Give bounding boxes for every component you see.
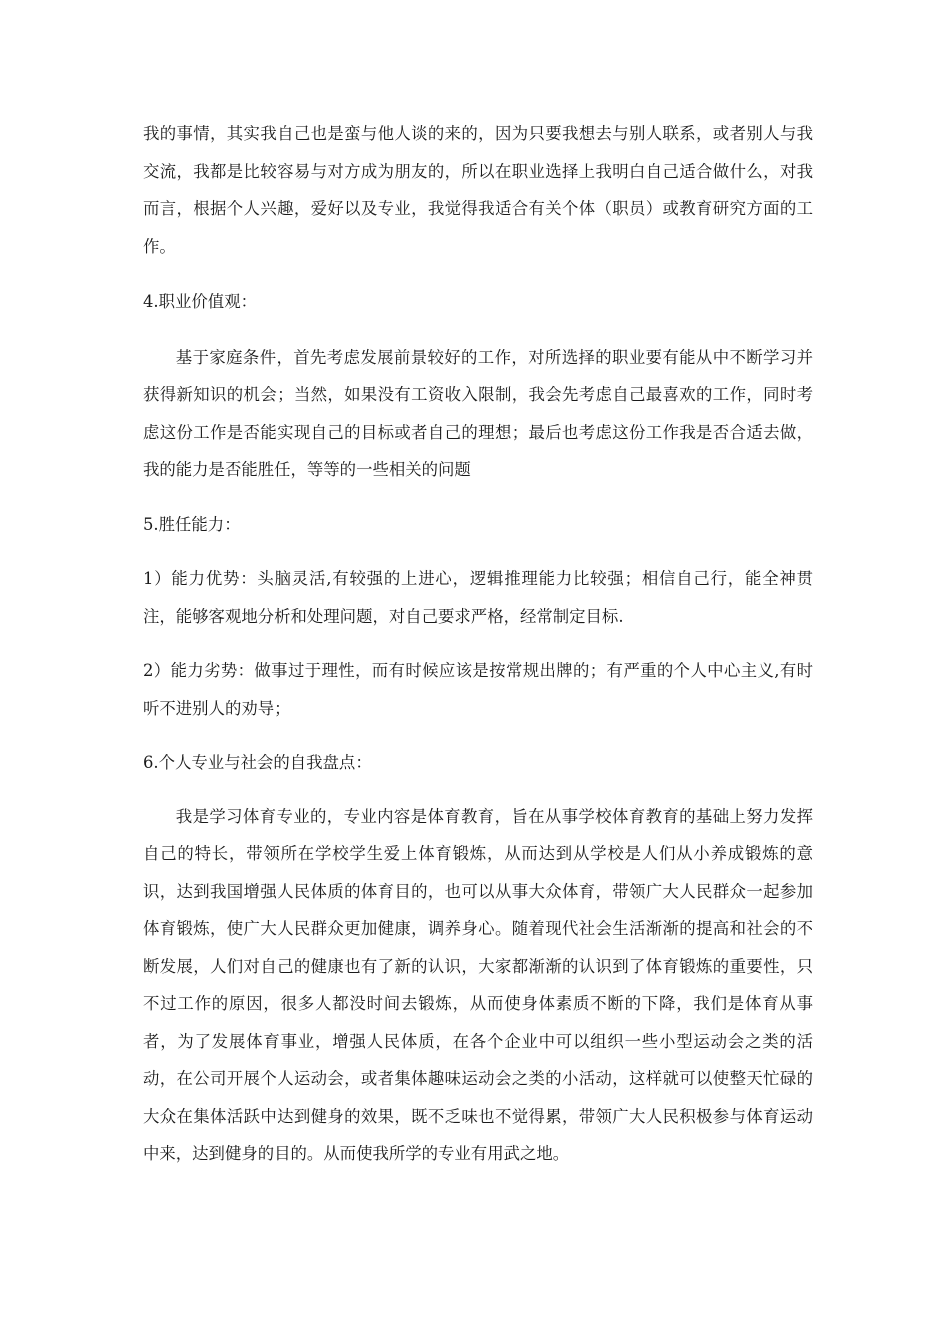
document-body	[143, 115, 813, 1173]
paragraph-self-inventory: 我是学习体育专业的，专业内容是体育教育，旨在从事学校体育教育的基础上努力发挥自己的特长，带领所在学校学生爱上体育锻炼，从而达到从学校是人们从小养成锻炼的意识，达到我国增强人民体质的体育目的，也可以从事大众体育，带领广大人民群众一起参加体育锻炼，使广大人民群众更加健康，调养身心。随着现代社会生活渐渐的提高和社会的不断发展，人们对自己的健康也有了新的认识，大家都渐渐的认识到了体育锻炼的重要性，只不过工作的原因，很多人都没时间去锻炼，从而使身体素质不断的下降，我们是体育从事者，为了发展体育事业，增强人民体质，在各个企业中可以组织一些小型运动会之类的活动，在公司开展个人运动会，或者集体趣味运动会之类的小活动，这样就可以使整天忙碌的大众在集体活跃中达到健身的效果，既不乏味也不觉得累，带领广大人民积极参与体育运动中来，达到健身的目的。从而使我所学的专业有用武之地。	[143, 806, 813, 1163]
paragraph-weaknesses: 2）能力劣势：做事过于理性，而有时候应该是按常规出牌的；有严重的个人中心主义,有时听不进别人的劝导；	[143, 661, 813, 718]
paragraph-strengths: 1）能力优势：头脑灵活,有较强的上进心，逻辑推理能力比较强；相信自己行，能全神贯注，能够客观地分析和处理问题，对自己要求严格，经常制定目标.	[143, 569, 813, 626]
paragraph-career-values: 基于家庭条件，首先考虑发展前景较好的工作，对所选择的职业要有能从中不断学习并获得新知识的机会；当然，如果没有工资收入限制，我会先考虑自己最喜欢的工作，同时考虑这份工作是否能实现自己的目标或者自己的理想；最后也考虑这份工作我是否合适去做，我的能力是否能胜任，等等的一些相关的问题	[143, 347, 813, 479]
heading-self-inventory: 6.个人专业与社会的自我盘点：	[143, 753, 372, 772]
paragraph-interpersonal: 我的事情，其实我自己也是蛮与他人谈的来的，因为只要我想去与别人联系，或者别人与我交流，我都是比较容易与对方成为朋友的，所以在职业选择上我明白自己适合做什么，对我而言，根据个人兴趣，爱好以及专业，我觉得我适合有关个体（职员）或教育研究方面的工作。	[143, 124, 813, 256]
heading-career-values: 4.职业价值观：	[143, 292, 257, 311]
heading-competence: 5.胜任能力：	[143, 514, 241, 534]
